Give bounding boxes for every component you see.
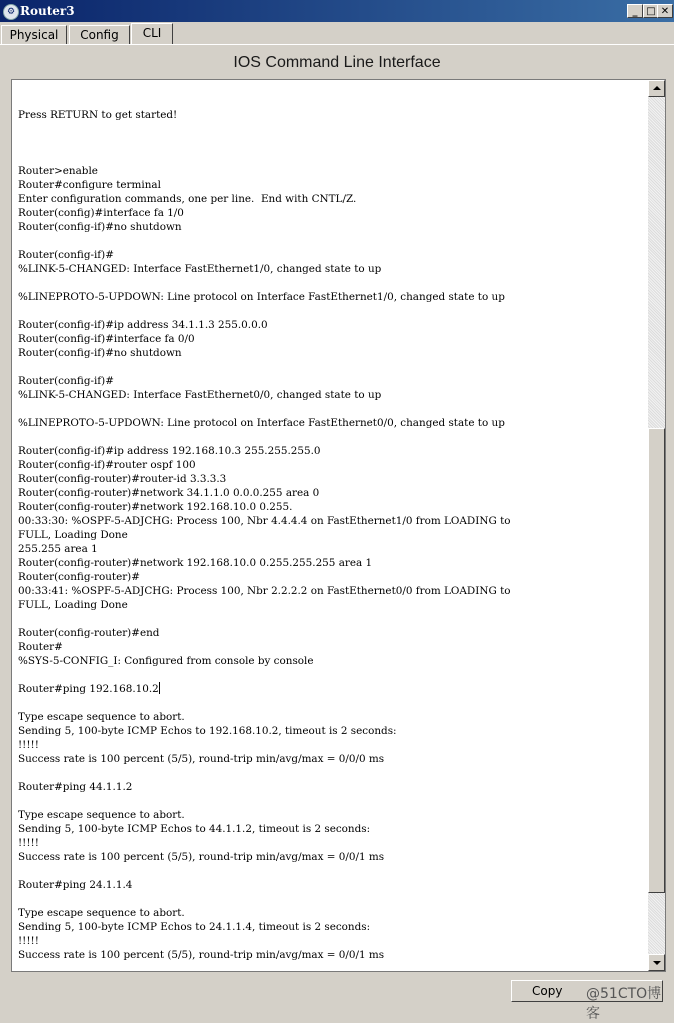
console-line (18, 668, 646, 682)
minimize-button[interactable]: _ (627, 4, 643, 18)
console-line: Router>enable (18, 165, 98, 177)
console-line (18, 794, 646, 808)
tab-config[interactable]: Config (69, 25, 130, 45)
tab-physical[interactable]: Physical (1, 25, 67, 45)
console-line: 00:33:30: %OSPF-5-ADJCHG: Process 100, Nbr 4.4.4.4 on FastEthernet1/0 from LOADING to (18, 515, 511, 527)
console-line: FULL, Loading Done (18, 599, 128, 611)
console-line: Router#ping 24.1.1.4 (18, 879, 133, 891)
title-bar[interactable] (0, 0, 674, 22)
console-line: !!!!! (18, 837, 39, 849)
maximize-button[interactable]: □ (643, 4, 659, 18)
console-line: Type escape sequence to abort. (18, 809, 185, 821)
console-line: Sending 5, 100-byte ICMP Echos to 44.1.1.2, timeout is 2 seconds: (18, 823, 371, 835)
console-line: Type escape sequence to abort. (18, 711, 185, 723)
watermark: @51CTO博客 (586, 986, 662, 1022)
console-line: %LINK-5-CHANGED: Interface FastEthernet1/0, changed state to up (18, 263, 382, 275)
console-line: Router(config-if)# (18, 375, 114, 387)
console-line: Router#ping 192.168.10.2 (18, 683, 159, 695)
console-line: Router(config-router)#network 192.168.10.0 0.255. (18, 501, 293, 513)
console-line: Router(config-router)#network 192.168.10.0 0.255.255.255 area 1 (18, 557, 373, 569)
console-line: %SYS-5-CONFIG_I: Configured from console by console (18, 655, 314, 667)
console-line: Router(config-if)#interface fa 0/0 (18, 333, 195, 345)
console-line: Router(config-router)# (18, 571, 140, 583)
console-line: Router(config-router)#router-id 3.3.3.3 (18, 473, 227, 485)
console-line: Router(config-if)#ip address 192.168.10.3 255.255.255.0 (18, 445, 321, 457)
console-line (18, 234, 646, 248)
console-line: Router(config-if)#no shutdown (18, 221, 182, 233)
panel-title: IOS Command Line Interface (233, 54, 441, 71)
vertical-scrollbar[interactable] (648, 80, 665, 971)
console-line (18, 766, 646, 780)
console-line (18, 150, 646, 164)
console-line: Router(config-router)#end (18, 627, 160, 639)
console-line: !!!!! (18, 935, 39, 947)
console-line (18, 892, 646, 906)
console-line: Router(config-if)#no shutdown (18, 347, 182, 359)
scrollbar-thumb[interactable] (648, 428, 665, 893)
console-line: Sending 5, 100-byte ICMP Echos to 24.1.1.4, timeout is 2 seconds: (18, 921, 371, 933)
tab-divider (0, 44, 674, 45)
console-line: Router(config-if)#ip address 34.1.1.3 255.0.0.0 (18, 319, 268, 331)
console-line: %LINK-5-CHANGED: Interface FastEthernet0/0, changed state to up (18, 389, 382, 401)
router-app-icon: ⚙ (3, 4, 19, 20)
window-title: Router3 (20, 4, 75, 18)
console-line (18, 360, 646, 374)
scroll-down-button[interactable] (648, 954, 665, 971)
console-line: Router#ping 44.1.1.2 (18, 781, 133, 793)
console-line: Success rate is 100 percent (5/5), round-trip min/avg/max = 0/0/1 ms (18, 851, 385, 863)
console-line (18, 612, 646, 626)
console-line: !!!!! (18, 739, 39, 751)
console-line: Router# (18, 641, 63, 653)
console-line: %LINEPROTO-5-UPDOWN: Line protocol on Interface FastEthernet0/0, changed state to up (18, 417, 505, 429)
console-line: Router(config-router)#network 34.1.1.0 0.0.0.255 area 0 (18, 487, 320, 499)
console-line (18, 94, 646, 108)
console-line: Router(config)#interface fa 1/0 (18, 207, 184, 219)
console-line: Press RETURN to get started! (18, 109, 178, 121)
console-line (18, 402, 646, 416)
console-line (18, 430, 646, 444)
console-line (18, 276, 646, 290)
console-line: Router(config-if)# (18, 249, 114, 261)
console-line: Sending 5, 100-byte ICMP Echos to 192.168.10.2, timeout is 2 seconds: (18, 725, 397, 737)
console-line: Enter configuration commands, one per line. End with CNTL/Z. (18, 193, 357, 205)
console-line: FULL, Loading Done (18, 529, 128, 541)
tab-bar (0, 23, 674, 45)
console-line: Router#configure terminal (18, 179, 161, 191)
close-button[interactable]: ✕ (657, 4, 673, 18)
console-line (18, 80, 646, 94)
console-line (18, 136, 646, 150)
text-cursor (159, 682, 160, 694)
console-line: Type escape sequence to abort. (18, 907, 185, 919)
console-line (18, 696, 646, 710)
tab-cli[interactable]: CLI (131, 23, 173, 45)
console-line: %LINEPROTO-5-UPDOWN: Line protocol on Interface FastEthernet1/0, changed state to up (18, 291, 505, 303)
copy-button[interactable]: Copy (511, 980, 663, 1002)
cli-console-frame (11, 79, 666, 972)
console-line: Success rate is 100 percent (5/5), round-trip min/avg/max = 0/0/1 ms (18, 949, 385, 961)
scroll-up-button[interactable] (648, 80, 665, 97)
console-line (18, 122, 646, 136)
console-line: 00:33:41: %OSPF-5-ADJCHG: Process 100, Nbr 2.2.2.2 on FastEthernet0/0 from LOADING to (18, 585, 511, 597)
console-line (18, 304, 646, 318)
console-line: 255.255 area 1 (18, 543, 98, 555)
cli-console-output[interactable] (18, 80, 646, 971)
console-line (18, 864, 646, 878)
arrow-down-icon (653, 961, 661, 965)
arrow-up-icon (653, 86, 661, 90)
console-line: Success rate is 100 percent (5/5), round-trip min/avg/max = 0/0/0 ms (18, 753, 385, 765)
console-line: Router(config-if)#router ospf 100 (18, 459, 196, 471)
